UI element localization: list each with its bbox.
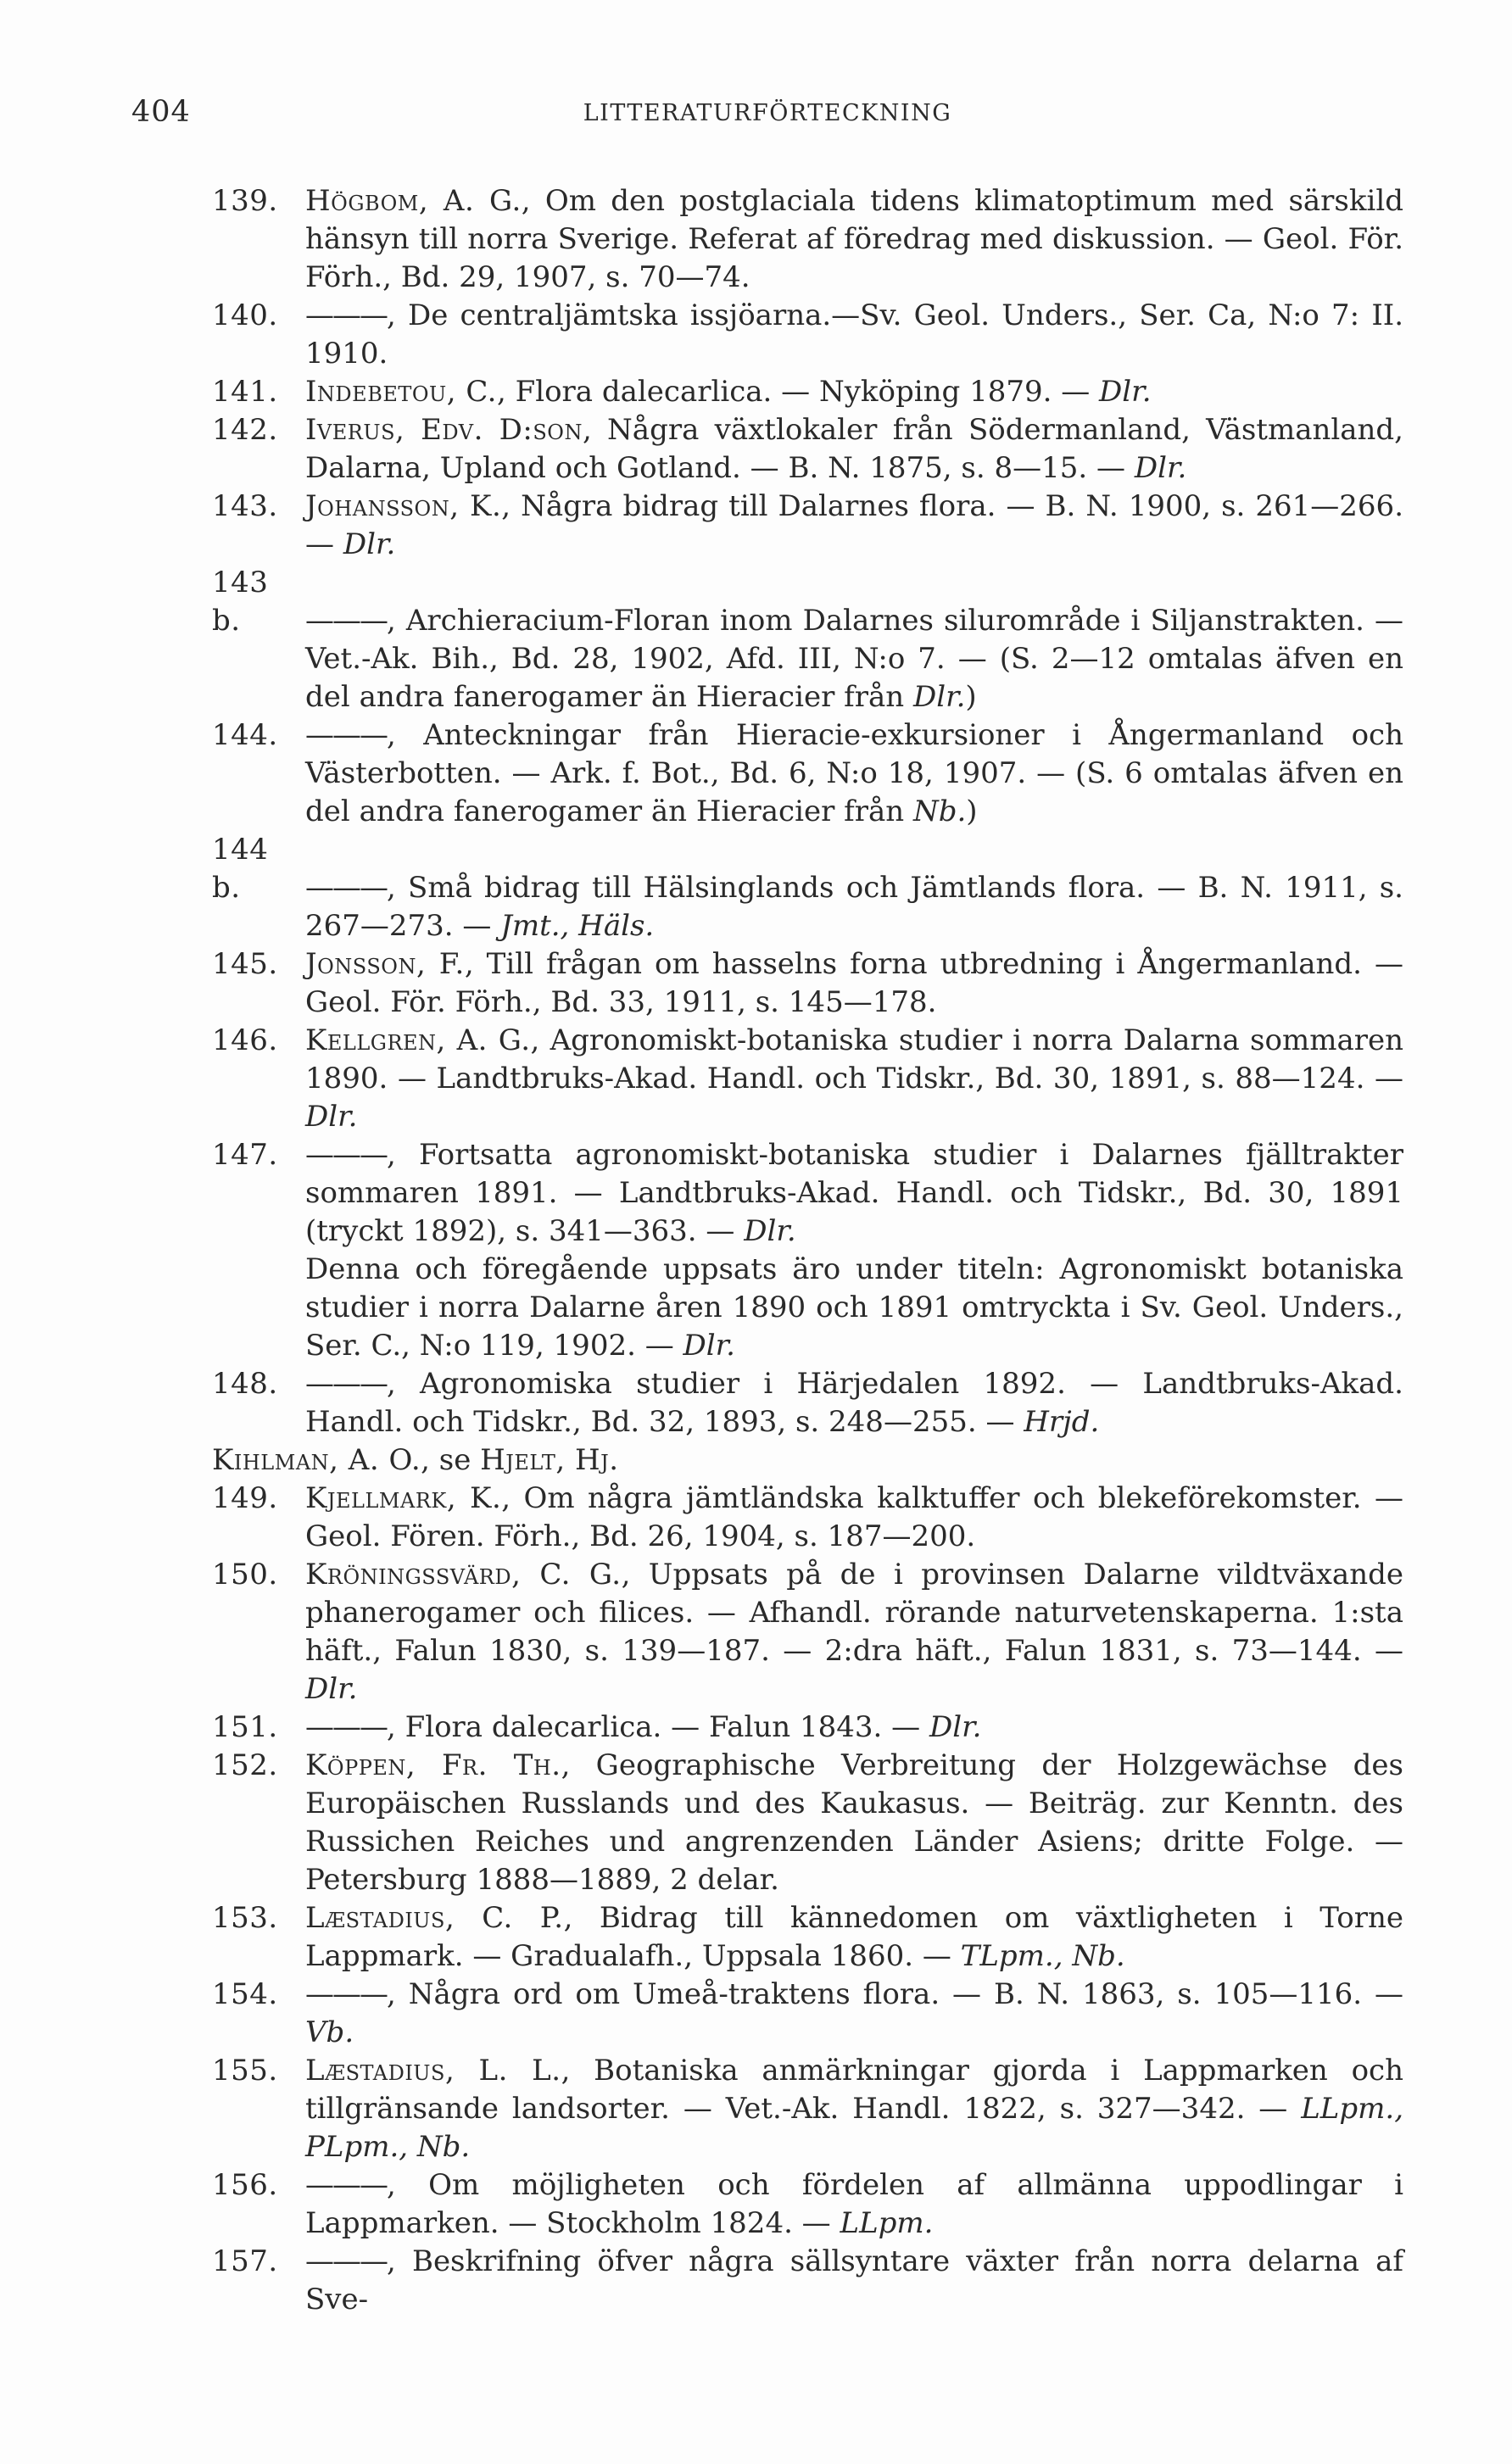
entry-number: 144. bbox=[212, 718, 278, 752]
entry-text: , Anteckningar från Hieracie-exkursioner i Ångermanland och Västerbotten. — Ark. f. Bot., Bd. 6, N:o 18, 1907. — (S. 6 omtalas äfven en del andra fanerogamer än Hieracier från bbox=[305, 718, 1403, 828]
entry-author: Högbom, A. G. bbox=[305, 184, 522, 218]
entry-province-tag: Nb. bbox=[912, 794, 967, 828]
bibliography-entry bbox=[131, 716, 1403, 831]
bibliography-entry bbox=[131, 945, 1403, 1022]
entry-number: 155. bbox=[212, 2054, 278, 2088]
entry-author: Johansson, K. bbox=[305, 489, 502, 523]
entry-text: , Archieracium-Floran inom Dalarnes silurområde i Siljanstrakten. — Vet.-Ak. Bih., Bd. 28, 1902, Afd. III, N:o 7. — (S. 2—12 omtalas äfven en del andra fanerogamer än Hieracier från bbox=[305, 604, 1403, 714]
entry-province-tag: Dlr. bbox=[305, 1100, 358, 1134]
bibliography-entry bbox=[131, 2243, 1403, 2319]
entry-author: Indebetou, C. bbox=[305, 375, 497, 409]
entry-number: 149. bbox=[212, 1481, 278, 1515]
entry-author: ——— bbox=[305, 1138, 387, 1172]
entry-number: 147. bbox=[212, 1138, 278, 1172]
entry-author: ——— bbox=[305, 1710, 387, 1744]
bibliography-entry bbox=[131, 488, 1403, 564]
page-header bbox=[131, 95, 1403, 137]
entry-author: Kjellmark, K. bbox=[305, 1481, 502, 1515]
entry-text: , De centraljämtska issjöarna.—Sv. Geol. Unders., Ser. Ca, N:o 7: II. 1910. bbox=[305, 298, 1403, 371]
entry-author: Læstadius, L. L. bbox=[305, 2054, 561, 2088]
entry-number: 143. bbox=[212, 489, 278, 523]
running-head: LITTERATURFÖRTECKNING bbox=[583, 100, 952, 126]
entry-author: Köppen, Fr. Th. bbox=[305, 1748, 561, 1782]
bibliography-list bbox=[131, 182, 1403, 2319]
entry-province-tag: Hrjd. bbox=[1024, 1405, 1100, 1439]
entry-number: 146. bbox=[212, 1023, 278, 1057]
bibliography-entry bbox=[131, 411, 1403, 488]
entry-text: , Om några jämtländska kalktuffer och blekeförekomster. — Geol. Fören. Förh., Bd. 26, 1904, s. 187—200. bbox=[305, 1481, 1403, 1553]
entry-province-tag: Dlr. bbox=[929, 1710, 982, 1744]
bibliography-entry bbox=[131, 1899, 1403, 1976]
entry-text: , Uppsats på de i provinsen Dalarne vildtväxande phanerogamer och filices. — Afhandl. rörande naturvetenskaperna. 1:sta häft., Falun 1830, s. 139—187. — 2:dra häft., Falun 1831, s. 73—144. — bbox=[305, 1558, 1403, 1668]
bibliography-entry bbox=[131, 2166, 1403, 2243]
entry-author: Kröningssvärd, C. G. bbox=[305, 1558, 622, 1592]
bibliography-entry bbox=[131, 2052, 1403, 2166]
entry-number: 139. bbox=[212, 184, 278, 218]
entry-text: , Beskrifning öfver några sällsyntare växter från norra delarna af Sve- bbox=[305, 2244, 1403, 2316]
entry-text: , Geographische Verbreitung der Holzgewächse des Europäischen Russlands und des Kaukasus. — Beiträg. zur Kenntn. des Russichen Reiches und angrenzenden Länder Asiens; dritte Folge. — Petersburg 1888—1889, 2 delar. bbox=[305, 1748, 1403, 1897]
bibliography-entry bbox=[131, 831, 1403, 945]
entry-author: Kihlman, A. O. bbox=[212, 1443, 421, 1477]
entry-province-tag: TLpm., Nb. bbox=[960, 1939, 1125, 1973]
entry-note: Denna och föregående uppsats äro under titeln: Agronomiskt botaniska studier i norra Dalarne åren 1890 och 1891 omtryckta i Sv. Geol. Unders., Ser. C., N:o 119, 1902. — bbox=[305, 1252, 1403, 1363]
entry-number: 154. bbox=[212, 1977, 278, 2011]
bibliography-entry bbox=[131, 564, 1403, 716]
entry-number: 145. bbox=[212, 947, 278, 981]
entry-author: ——— bbox=[305, 2244, 387, 2278]
entry-number: 141. bbox=[212, 375, 278, 409]
entry-author: ——— bbox=[305, 298, 387, 332]
bibliography-entry bbox=[131, 1365, 1403, 1441]
entry-note-tag: Dlr. bbox=[683, 1329, 735, 1363]
entry-text: , Agronomiskt-botaniska studier i norra Dalarna sommaren 1890. — Landtbruks-Akad. Handl. och Tidskr., Bd. 30, 1891, s. 88—124. — bbox=[305, 1023, 1403, 1095]
entry-see: Hjelt, Hj. bbox=[480, 1443, 619, 1477]
entry-text: , Bidrag till kännedomen om växtligheten i Torne Lappmark. — Gradualafh., Uppsala 1860. — bbox=[305, 1901, 1403, 1973]
entry-number: 153. bbox=[212, 1901, 278, 1935]
entry-text: , Till frågan om hasselns forna utbredning i Ångermanland. — Geol. För. Förh., Bd. 33, 1911, s. 145—178. bbox=[305, 947, 1403, 1019]
entry-province-tag: Dlr. bbox=[1134, 451, 1187, 485]
entry-province-tag: Dlr. bbox=[305, 1672, 358, 1706]
entry-author: Læstadius, C. P. bbox=[305, 1901, 564, 1935]
entry-number: 156. bbox=[212, 2168, 278, 2202]
entry-text: , Agronomiska studier i Härjedalen 1892. — Landtbruks-Akad. Handl. och Tidskr., Bd. 32, 1893, s. 248—255. — bbox=[305, 1367, 1403, 1439]
entry-author: Jonsson, F. bbox=[305, 947, 465, 981]
entry-text: , Flora dalecarlica. — Falun 1843. — bbox=[387, 1710, 929, 1744]
entry-author: ——— bbox=[305, 871, 387, 905]
entry-text: , Små bidrag till Hälsinglands och Jämtlands flora. — B. N. 1911, s. 267—273. — bbox=[305, 871, 1403, 943]
entry-text: , Flora dalecarlica. — Nyköping 1879. — bbox=[496, 375, 1100, 409]
entry-text: , Några ord om Umeå-traktens flora. — B. N. 1863, s. 105—116. — bbox=[387, 1977, 1403, 2011]
bibliography-entry bbox=[131, 1022, 1403, 1136]
page-number: 404 bbox=[131, 95, 191, 129]
entry-tail: ) bbox=[966, 794, 978, 828]
entry-author: Iverus, Edv. D:son bbox=[305, 413, 583, 447]
entry-author: ——— bbox=[305, 1977, 387, 2011]
entry-text: , Fortsatta agronomiskt-botaniska studier i Dalarnes fjälltrakter sommaren 1891. — Landtbruks-Akad. Handl. och Tidskr., Bd. 30, 1891 (tryckt 1892), s. 341—363. — bbox=[305, 1138, 1403, 1248]
entry-province-tag: Vb. bbox=[305, 2015, 354, 2049]
entry-number: 142. bbox=[212, 413, 278, 447]
entry-province-tag: Dlr. bbox=[744, 1214, 796, 1248]
bibliography-entry bbox=[131, 182, 1403, 297]
entry-number: 151. bbox=[212, 1710, 278, 1744]
bibliography-entry bbox=[131, 1976, 1403, 2052]
bibliography-entry bbox=[131, 1136, 1403, 1365]
entry-province-tag: LLpm., PLpm., Nb. bbox=[305, 2092, 1403, 2164]
cross-reference bbox=[131, 1441, 1403, 1480]
entry-number: 150. bbox=[212, 1558, 278, 1592]
entry-number: 157. bbox=[212, 2244, 278, 2278]
entry-number: 140. bbox=[212, 298, 278, 332]
entry-text: , Botaniska anmärkningar gjorda i Lappmarken och tillgränsande landsorter. — Vet.-Ak. Handl. 1822, s. 327—342. — bbox=[305, 2054, 1403, 2126]
bibliography-entry bbox=[131, 1747, 1403, 1899]
entry-text: , Några bidrag till Dalarnes flora. — B. N. 1900, s. 261—266. — bbox=[305, 489, 1404, 561]
entry-author: Kellgren, A. G. bbox=[305, 1023, 531, 1057]
bibliography-entry bbox=[131, 1709, 1403, 1747]
entry-author: ——— bbox=[305, 718, 387, 752]
entry-number: 144 b. bbox=[212, 833, 269, 905]
entry-number: 152. bbox=[212, 1748, 278, 1782]
entry-author: ——— bbox=[305, 2168, 387, 2202]
entry-province-tag: Dlr. bbox=[1099, 375, 1152, 409]
bibliography-entry bbox=[131, 1556, 1403, 1709]
bibliography-entry bbox=[131, 1480, 1403, 1556]
entry-number: 143 b. bbox=[212, 566, 269, 638]
entry-author: ——— bbox=[305, 1367, 387, 1401]
entry-number: 148. bbox=[212, 1367, 278, 1401]
entry-province-tag: Dlr. bbox=[912, 680, 966, 714]
entry-province-tag: LLpm. bbox=[840, 2206, 934, 2240]
entry-province-tag: Dlr. bbox=[343, 527, 396, 561]
bibliography-entry bbox=[131, 297, 1403, 373]
bibliography-entry bbox=[131, 373, 1403, 411]
entry-tail: ) bbox=[965, 680, 977, 714]
entry-text: , se bbox=[421, 1443, 481, 1477]
entry-text: , Om den postglaciala tidens klimatoptimum med särskild hänsyn till norra Sverige. Referat af föredrag med diskussion. — Geol. För. Förh., Bd. 29, 1907, s. 70—74. bbox=[305, 184, 1403, 294]
entry-author: ——— bbox=[305, 604, 387, 638]
entry-text: , Om möjligheten och fördelen af allmänna uppodlingar i Lappmarken. — Stockholm 1824. — bbox=[305, 2168, 1403, 2240]
entry-province-tag: Jmt., Häls. bbox=[500, 909, 655, 943]
entry-text: , Några växtlokaler från Södermanland, Västmanland, Dalarna, Upland och Gotland. — B. N. 1875, s. 8—15. — bbox=[305, 413, 1403, 485]
